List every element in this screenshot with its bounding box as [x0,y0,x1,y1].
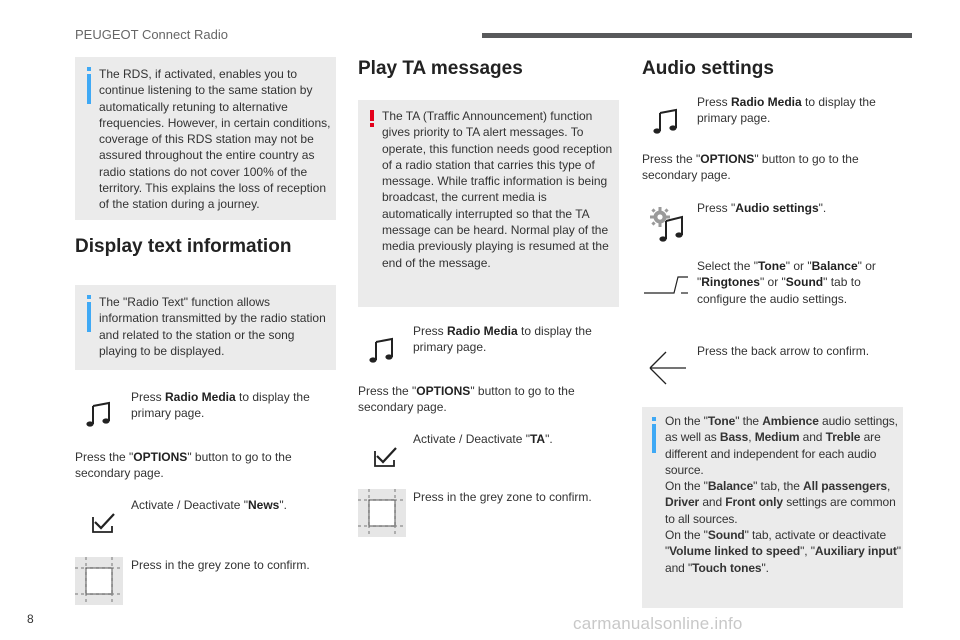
col1-step2 [75,449,315,482]
bold-text-driver: Driver [665,495,700,510]
checkbox-check-icon [87,511,119,535]
bold-text-radio-media: Radio Media [447,324,518,338]
bold-text-news: News [247,498,280,512]
info-icon [87,295,91,299]
tab-icon [643,274,689,296]
text-segment: Press [413,324,448,338]
bold-text-front-only: Front only [725,495,783,510]
bold-text-balance: Balance [707,479,754,494]
rds-note-box [75,57,336,220]
info-icon-bar [652,424,656,453]
bold-text-treble: Treble [825,430,861,445]
text-segment: ". [545,432,553,446]
radio-text-note-box [75,285,336,370]
text-segment: are different and independent for each audio source. [665,430,881,477]
text-segment: ". [818,201,827,215]
text-segment: " tab, the [753,479,804,494]
text-segment: audio settings, as well as [665,414,898,445]
bold-text-options: OPTIONS [700,152,755,166]
info-icon [87,67,91,71]
text-segment: " or " [785,259,812,273]
music-note-icon [367,336,397,366]
bold-text-medium: Medium [754,430,800,445]
text-segment: to display the primary page. [697,95,876,126]
text-segment: " button to go to the secondary page. [642,152,859,183]
text-segment: " button to go to the secondary page. [75,450,292,481]
text-segment: , [748,430,755,445]
text-segment: On the " [665,479,708,494]
text-segment: " and " [665,544,901,575]
music-note-icon [651,107,681,137]
col1-step4: Press in the grey zone to confirm. [131,558,310,572]
text-segment: Press the " [642,152,701,166]
col1-step1 [131,389,331,422]
col3-step2 [642,151,892,184]
text-segment: Activate / Deactivate " [413,432,530,446]
bold-text-bass: Bass [719,430,749,445]
bold-text-sound: Sound [785,275,824,290]
heading-audio-settings: Audio settings [642,58,774,79]
settings-music-icon [648,205,688,245]
heading-display-text: Display text information [75,236,292,257]
col3-step3 [697,200,897,216]
text-segment: Press the " [75,450,134,464]
bold-text-tone: Tone [757,259,786,273]
col2-step3 [413,431,613,447]
text-segment: " tab, activate or deactivate " [665,528,887,559]
col2-step2 [358,383,608,416]
bold-text-touch-tones: Touch tones [692,560,762,575]
ta-warning-text: The TA (Traffic Announcement) function gives priority to TA alert messages. To operate, this function needs good reception of a radio station that carries this type of message. While traffic information is being broadcast, the current media is automatically interrupted so that the TA message can be heard. Normal play of the media previously playing is resumed at the end of the message. [382,109,613,270]
text-segment: On the " [665,414,708,428]
col3-step5: Press the back arrow to confirm. [697,344,870,358]
text-segment: to display the primary page. [413,324,592,355]
col1-step3 [131,497,331,513]
bold-text-balance: Balance [811,259,858,273]
text-segment: and [699,495,726,510]
text-segment: to display the primary page. [131,390,310,421]
bold-text-radio-media: Radio Media [731,95,802,109]
text-segment: ". [761,560,769,575]
bold-text-radio-media: Radio Media [165,390,236,404]
text-segment: On the " [665,528,708,543]
page-number: 8 [27,612,34,626]
info-icon-bar [87,74,91,104]
music-note-icon [84,400,114,430]
grey-zone-icon [75,557,123,605]
ta-warning-box [358,100,619,307]
text-segment: " button to go to the secondary page. [358,384,575,415]
col3-step1 [697,94,897,127]
text-segment: " or " [697,259,876,290]
bold-text-tone: Tone [707,414,736,428]
checkbox-check-icon [369,445,401,469]
warning-icon [370,110,374,121]
bold-text-ambience: Ambience [762,414,819,428]
watermark: carmanualsonline.info [573,614,743,633]
text-segment: " or " [759,275,786,290]
text-segment: Press " [697,201,736,215]
col3-step4 [697,258,897,307]
bold-text-volume-linked: Volume linked to speed [669,544,801,559]
text-segment: Press [697,95,732,109]
bold-text-sound: Sound [707,528,745,543]
bold-text-auxiliary-input: Auxiliary input [814,544,897,559]
rds-note-text: The RDS, if activated, enables you to continue listening to the same station by automatically retuning to alternative frequencies. However, in certain conditions, coverage of this RDS station may not be assured throughout the entire country as radio stations do not cover 100% of the territory. This explains the loss of reception of the station during a journey. [99,67,331,212]
radio-text-note-text: The "Radio Text" function allows information transmitted by the radio station and related to the station or the song playing to be displayed. [99,295,326,358]
heading-play-ta: Play TA messages [358,58,523,79]
col2-step4: Press in the grey zone to confirm. [413,490,592,504]
bold-text-all-passengers: All passengers [803,479,887,494]
text-segment: and [799,430,826,445]
bold-text-options: OPTIONS [133,450,188,464]
bold-text-ta: TA [529,432,546,446]
audio-note-text [665,413,903,576]
warning-icon-dot [370,123,374,127]
bold-text-audio-settings: Audio settings [735,201,819,215]
bold-text-options: OPTIONS [416,384,471,398]
col2-step1 [413,323,613,356]
info-icon [652,417,656,421]
bold-text-ringtones: Ringtones [701,275,760,290]
text-segment: Select the " [697,259,758,273]
text-segment: ". [279,498,287,512]
header-bar [482,33,912,38]
text-segment: ", " [800,544,815,559]
text-segment: , [887,479,891,494]
grey-zone-icon [358,489,406,537]
text-segment: " the [735,414,763,428]
back-arrow-icon [646,348,688,388]
running-header: PEUGEOT Connect Radio [75,27,228,42]
info-icon-bar [87,302,91,332]
text-segment: Activate / Deactivate " [131,498,248,512]
text-segment: " tab to configure the audio settings. [697,275,861,306]
text-segment: Press the " [358,384,417,398]
text-segment: Press [131,390,166,404]
text-segment: settings are common to all sources. [665,495,896,526]
audio-note-box [642,407,903,608]
